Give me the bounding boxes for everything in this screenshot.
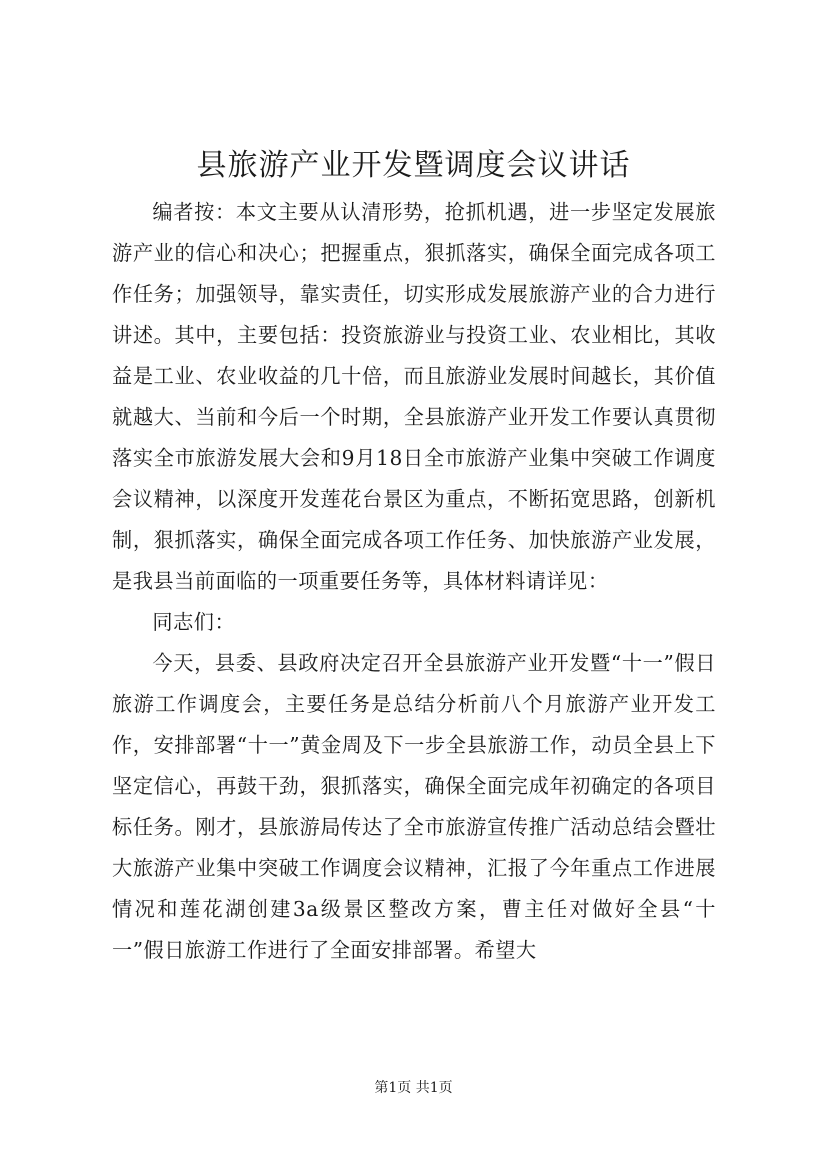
paragraph-salutation: 同志们： bbox=[152, 610, 236, 634]
page-footer: 第1页 共1页 bbox=[374, 1080, 453, 1096]
paragraph-speech-body: 今天，县委、县政府决定召开全县旅游产业开发暨“十一”假日旅游工作调度会，主要任务是总结分析前八个月旅游产业开发工作，安排部署“十一”黄金周及下一步全县旅游工作，动员全县上下坚定信心，再鼓干劲，狠抓落实，确保全面完成年初确定的各项目标任务。刚才，县旅游局传达了全市旅游宣传推广活动总结会暨壮大旅游产业集中突破工作调度会议精神，汇报了今年重点工作进展情况和莲花湖创建3a级景区整改方案，曹主任对做好全县“十一”假日旅游工作进行了全面安排部署。希望大 bbox=[112, 651, 716, 962]
paragraph-editor-note: 编者按：本文主要从认清形势，抢抓机遇，进一步坚定发展旅游产业的信心和决心；把握重点，狠抓落实，确保全面完成各项工作任务；加强领导，靠实责任，切实形成发展旅游产业的合力进行讲述。其中，主要包括：投资旅游业与投资工业、农业相比，其收益是工业、农业收益的几十倍，而且旅游业发展时间越长，其价值就越大、当前和今后一个时期，全县旅游产业开发工作要认真贯彻落实全市旅游发展大会和9月18日全市旅游产业集中突破工作调度会议精神，以深度开发莲花台景区为重点，不断拓宽思路，创新机制，狠抓落实，确保全面完成各项工作任务、加快旅游产业发展，是我县当前面临的一项重要任务等，具体材料请详见： bbox=[112, 200, 716, 593]
document-title: 县旅游产业开发暨调度会议讲话 bbox=[196, 148, 631, 183]
document-body bbox=[112, 192, 716, 971]
